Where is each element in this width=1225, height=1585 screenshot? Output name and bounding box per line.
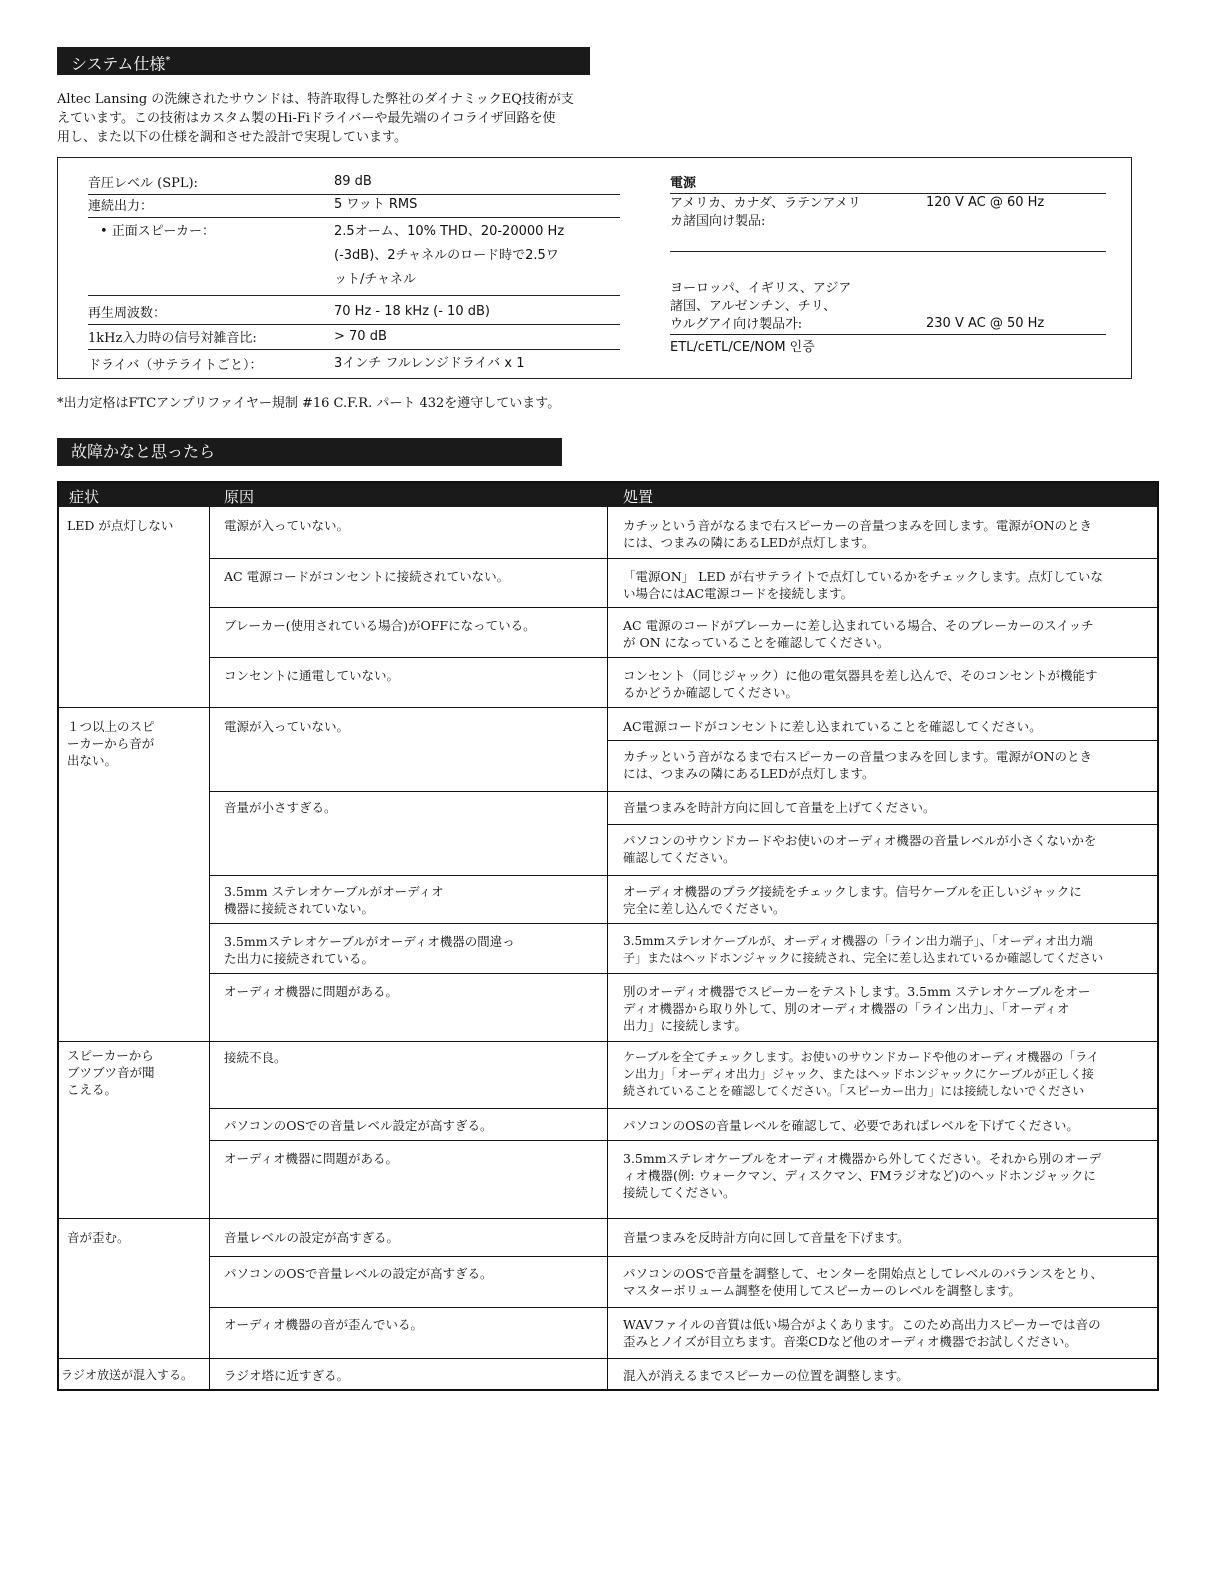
spec-label: 1kHz入力時の信号対雑音比: bbox=[88, 331, 257, 346]
spec-value: 2.5オーム、10% THD、20-20000 Hz (-3dB)、2チャネルのロード時で2.5ワ ット/チャネル bbox=[334, 224, 565, 287]
spec-row-front-speaker bbox=[88, 220, 620, 296]
cause-cell: コンセントに通電していない。 bbox=[224, 668, 400, 683]
solution-cell: パソコンのOSの音量レベルを確認して、必要であればレベルを下げてください。 bbox=[623, 1118, 1079, 1133]
trouble-heading: 故障かなと思ったら bbox=[57, 438, 562, 466]
cause-cell: 電源が入っていない。 bbox=[224, 719, 350, 734]
cause-cell: オーディオ機器の音が歪んでいる。 bbox=[224, 1317, 424, 1332]
spec-row-output bbox=[88, 195, 620, 218]
spec-label: 連続出力： bbox=[88, 199, 154, 214]
solution-cell: カチッという音がなるまで右スピーカーの音量つまみを回します。電源がONのとき には、つまみの隣にあるLEDが点灯します。 bbox=[623, 749, 1093, 781]
spec-value: 5 ワット RMS bbox=[334, 197, 418, 212]
symptom-cell: 音が歪む。 bbox=[67, 1230, 130, 1245]
solution-cell: 別のオーディオ機器でスピーカーをテストします。3.5mm ステレオケーブルをオー ディオ機器から取り外して、別のオーディオ機器の「ライン出力」、「オーディオ 出力」に接続します。 bbox=[623, 984, 1091, 1033]
power-value-230v: 230 V AC @ 50 Hz bbox=[926, 316, 1045, 331]
row-divider bbox=[209, 657, 1157, 658]
spec-value: 70 Hz - 18 kHz (- 10 dB) bbox=[334, 304, 490, 319]
column-header-cause: 原因 bbox=[224, 488, 255, 506]
cause-cell: 3.5mm ステレオケーブルがオーディオ 機器に接続されていない。 bbox=[224, 884, 444, 916]
cause-cell: 3.5mmステレオケーブルがオーディオ機器の間違っ た出力に接続されている。 bbox=[224, 934, 515, 966]
solution-cell: WAVファイルの音質は低い場合がよくあります。このため高出力スピーカーでは音の 歪みとノイズが目立ちます。音楽CDなど他のオーディオ機器でお試しください。 bbox=[623, 1317, 1101, 1349]
spec-value: 3インチ フルレンジドライバ x 1 bbox=[334, 356, 525, 371]
row-divider bbox=[59, 1358, 1157, 1359]
row-divider bbox=[59, 707, 1157, 708]
spec-row-frequency bbox=[88, 302, 620, 325]
spec-row-driver bbox=[88, 354, 620, 376]
table-header bbox=[59, 483, 1157, 507]
spec-value: > 70 dB bbox=[334, 329, 387, 344]
spec-value: 89 dB bbox=[334, 174, 372, 189]
power-region-europe-asia: ヨーロッパ、イギリス、アジア 諸国、アルゼンチン、チリ、 ウルグアイ向け製品가: bbox=[670, 281, 852, 332]
spec-row-snr bbox=[88, 327, 620, 350]
power-divider bbox=[670, 193, 1106, 194]
spec-label: ドライバ（サテライトごと）： bbox=[88, 358, 263, 373]
solution-cell: ケーブルを全てチェックします。お使いのサウンドカードや他のオーディオ機器の「ライ ン出力」「オーディオ出力」ジャック、またはヘッドホンジャックにケーブルが正しく接 続されていることを確認してください。「スピーカー出力」には接続しないでください bbox=[623, 1050, 1099, 1098]
cause-cell: オーディオ機器に問題がある。 bbox=[224, 1151, 399, 1166]
solution-cell: 3.5mmステレオケーブルが、オーディオ機器の「ライン出力端子」、「オーディオ出力端 子」またはヘッドホンジャックに接続され、完全に差し込まれているか確認してください bbox=[623, 934, 1104, 965]
solution-cell: AC電源コードがコンセントに差し込まれていることを確認してください。 bbox=[623, 719, 1042, 734]
power-certification: ETL/cETL/CE/NOM 인증 bbox=[670, 340, 815, 355]
cause-cell: パソコンのOSで音量レベルの設定が高すぎる。 bbox=[224, 1266, 493, 1281]
cause-cell: ブレーカー(使用されている場合)がOFFになっている。 bbox=[224, 618, 536, 633]
power-heading: 電源 bbox=[670, 176, 697, 191]
cause-cell: パソコンのOSでの音量レベル設定が高すぎる。 bbox=[224, 1118, 493, 1133]
symptom-cell: １つ以上のスピ ーカーから音が 出ない。 bbox=[67, 719, 155, 768]
solution-cell: AC 電源のコードがブレーカーに差し込まれている場合、そのブレーカーのスイッチ が ON になっていることを確認してください。 bbox=[623, 618, 1094, 650]
spec-footnote: *出力定格はFTCアンプリファイヤー規制 #16 C.F.R. パート 432を遵守しています。 bbox=[57, 396, 561, 411]
cause-cell: ラジオ塔に近すぎる。 bbox=[224, 1368, 350, 1383]
power-divider bbox=[670, 334, 1106, 335]
row-divider bbox=[209, 558, 1157, 559]
row-divider bbox=[209, 1307, 1157, 1308]
cause-cell: 音量レベルの設定が高すぎる。 bbox=[224, 1230, 400, 1245]
row-divider bbox=[209, 607, 1157, 608]
spec-heading: システム仕様* bbox=[57, 47, 590, 75]
row-divider bbox=[607, 740, 1157, 741]
solution-cell: パソコンのOSで音量を調整して、センターを開始点としてレベルのバランスをとり、 マスターボリューム調整を使用してスピーカーのレベルを調整します。 bbox=[623, 1266, 1103, 1298]
row-divider bbox=[607, 824, 1157, 825]
spec-box bbox=[57, 157, 1132, 379]
symptom-cell: LED が点灯しない bbox=[67, 518, 174, 533]
spec-row-spl bbox=[88, 172, 620, 195]
solution-cell: 音量つまみを時計方向に回して音量を上げてください。 bbox=[623, 800, 936, 815]
column-header-solution: 処置 bbox=[623, 488, 654, 506]
row-divider bbox=[209, 1140, 1157, 1141]
column-header-symptom: 症状 bbox=[69, 488, 100, 506]
cause-cell: 電源が入っていない。 bbox=[224, 518, 350, 533]
solution-cell: 「電源ON」 LED が右サテライトで点灯しているかをチェックします。点灯していな い場合にはAC電源コードを接続します。 bbox=[623, 569, 1103, 601]
row-divider bbox=[209, 875, 1157, 876]
solution-cell: 音量つまみを反時計方向に回して音量を下げます。 bbox=[623, 1230, 910, 1245]
solution-cell: コンセント（同じジャック）に他の電気器具を差し込んで、そのコンセントが機能す るかどうか確認してください。 bbox=[623, 668, 1098, 700]
spec-intro: Altec Lansing の洗練されたサウンドは、特許取得した弊社のダイナミックEQ技術が支 えています。この技術はカスタム製のHi-Fiドライバーや最先端のイコライザ回路を使 用し、また以下の仕様を調和させた設計で実現しています。 bbox=[57, 92, 574, 145]
row-divider bbox=[209, 1108, 1157, 1109]
cause-cell: AC 電源コードがコンセントに接続されていない。 bbox=[224, 569, 510, 584]
spec-label: 再生周波数： bbox=[88, 306, 167, 321]
troubleshooting-table bbox=[57, 481, 1159, 1391]
cause-cell: オーディオ機器に問題がある。 bbox=[224, 984, 399, 999]
solution-cell: オーディオ機器のプラグ接続をチェックします。信号ケーブルを正しいジャックに 完全に差し込んでください。 bbox=[623, 884, 1082, 916]
cause-cell: 音量が小さすぎる。 bbox=[224, 800, 337, 815]
solution-cell: 混入が消えるまでスピーカーの位置を調整します。 bbox=[623, 1368, 909, 1383]
symptom-cell: スピーカーから ブツブツ音が聞 こえる。 bbox=[67, 1048, 155, 1097]
row-divider bbox=[59, 1041, 1157, 1042]
row-divider bbox=[209, 1256, 1157, 1257]
solution-cell: カチッという音がなるまで右スピーカーの音量つまみを回します。電源がONのとき には、つまみの隣にあるLEDが点灯します。 bbox=[623, 518, 1093, 550]
symptom-cell: ラジオ放送が混入する。 bbox=[61, 1368, 194, 1382]
power-value-120v: 120 V AC @ 60 Hz bbox=[926, 195, 1045, 210]
row-divider bbox=[209, 923, 1157, 924]
row-divider bbox=[59, 1218, 1157, 1219]
power-divider bbox=[670, 251, 1106, 252]
cause-cell: 接続不良。 bbox=[224, 1050, 287, 1065]
spec-label: • 正面スピーカー： bbox=[100, 224, 216, 239]
spec-label: 音圧レベル (SPL): bbox=[88, 176, 198, 191]
row-divider bbox=[209, 791, 1157, 792]
solution-cell: 3.5mmステレオケーブルをオーディオ機器から外してください。それから別のオーデ ィオ機器(例: ウォークマン、ディスクマン、FMラジオなど)のヘッドホンジャックに 接続してください。 bbox=[623, 1151, 1102, 1200]
solution-cell: パソコンのサウンドカードやお使いのオーディオ機器の音量レベルが小さくないかを 確認してください。 bbox=[623, 833, 1097, 865]
power-region-americas: アメリカ、カナダ、ラテンアメリ カ諸国向け製品: bbox=[670, 196, 861, 229]
row-divider bbox=[209, 973, 1157, 974]
